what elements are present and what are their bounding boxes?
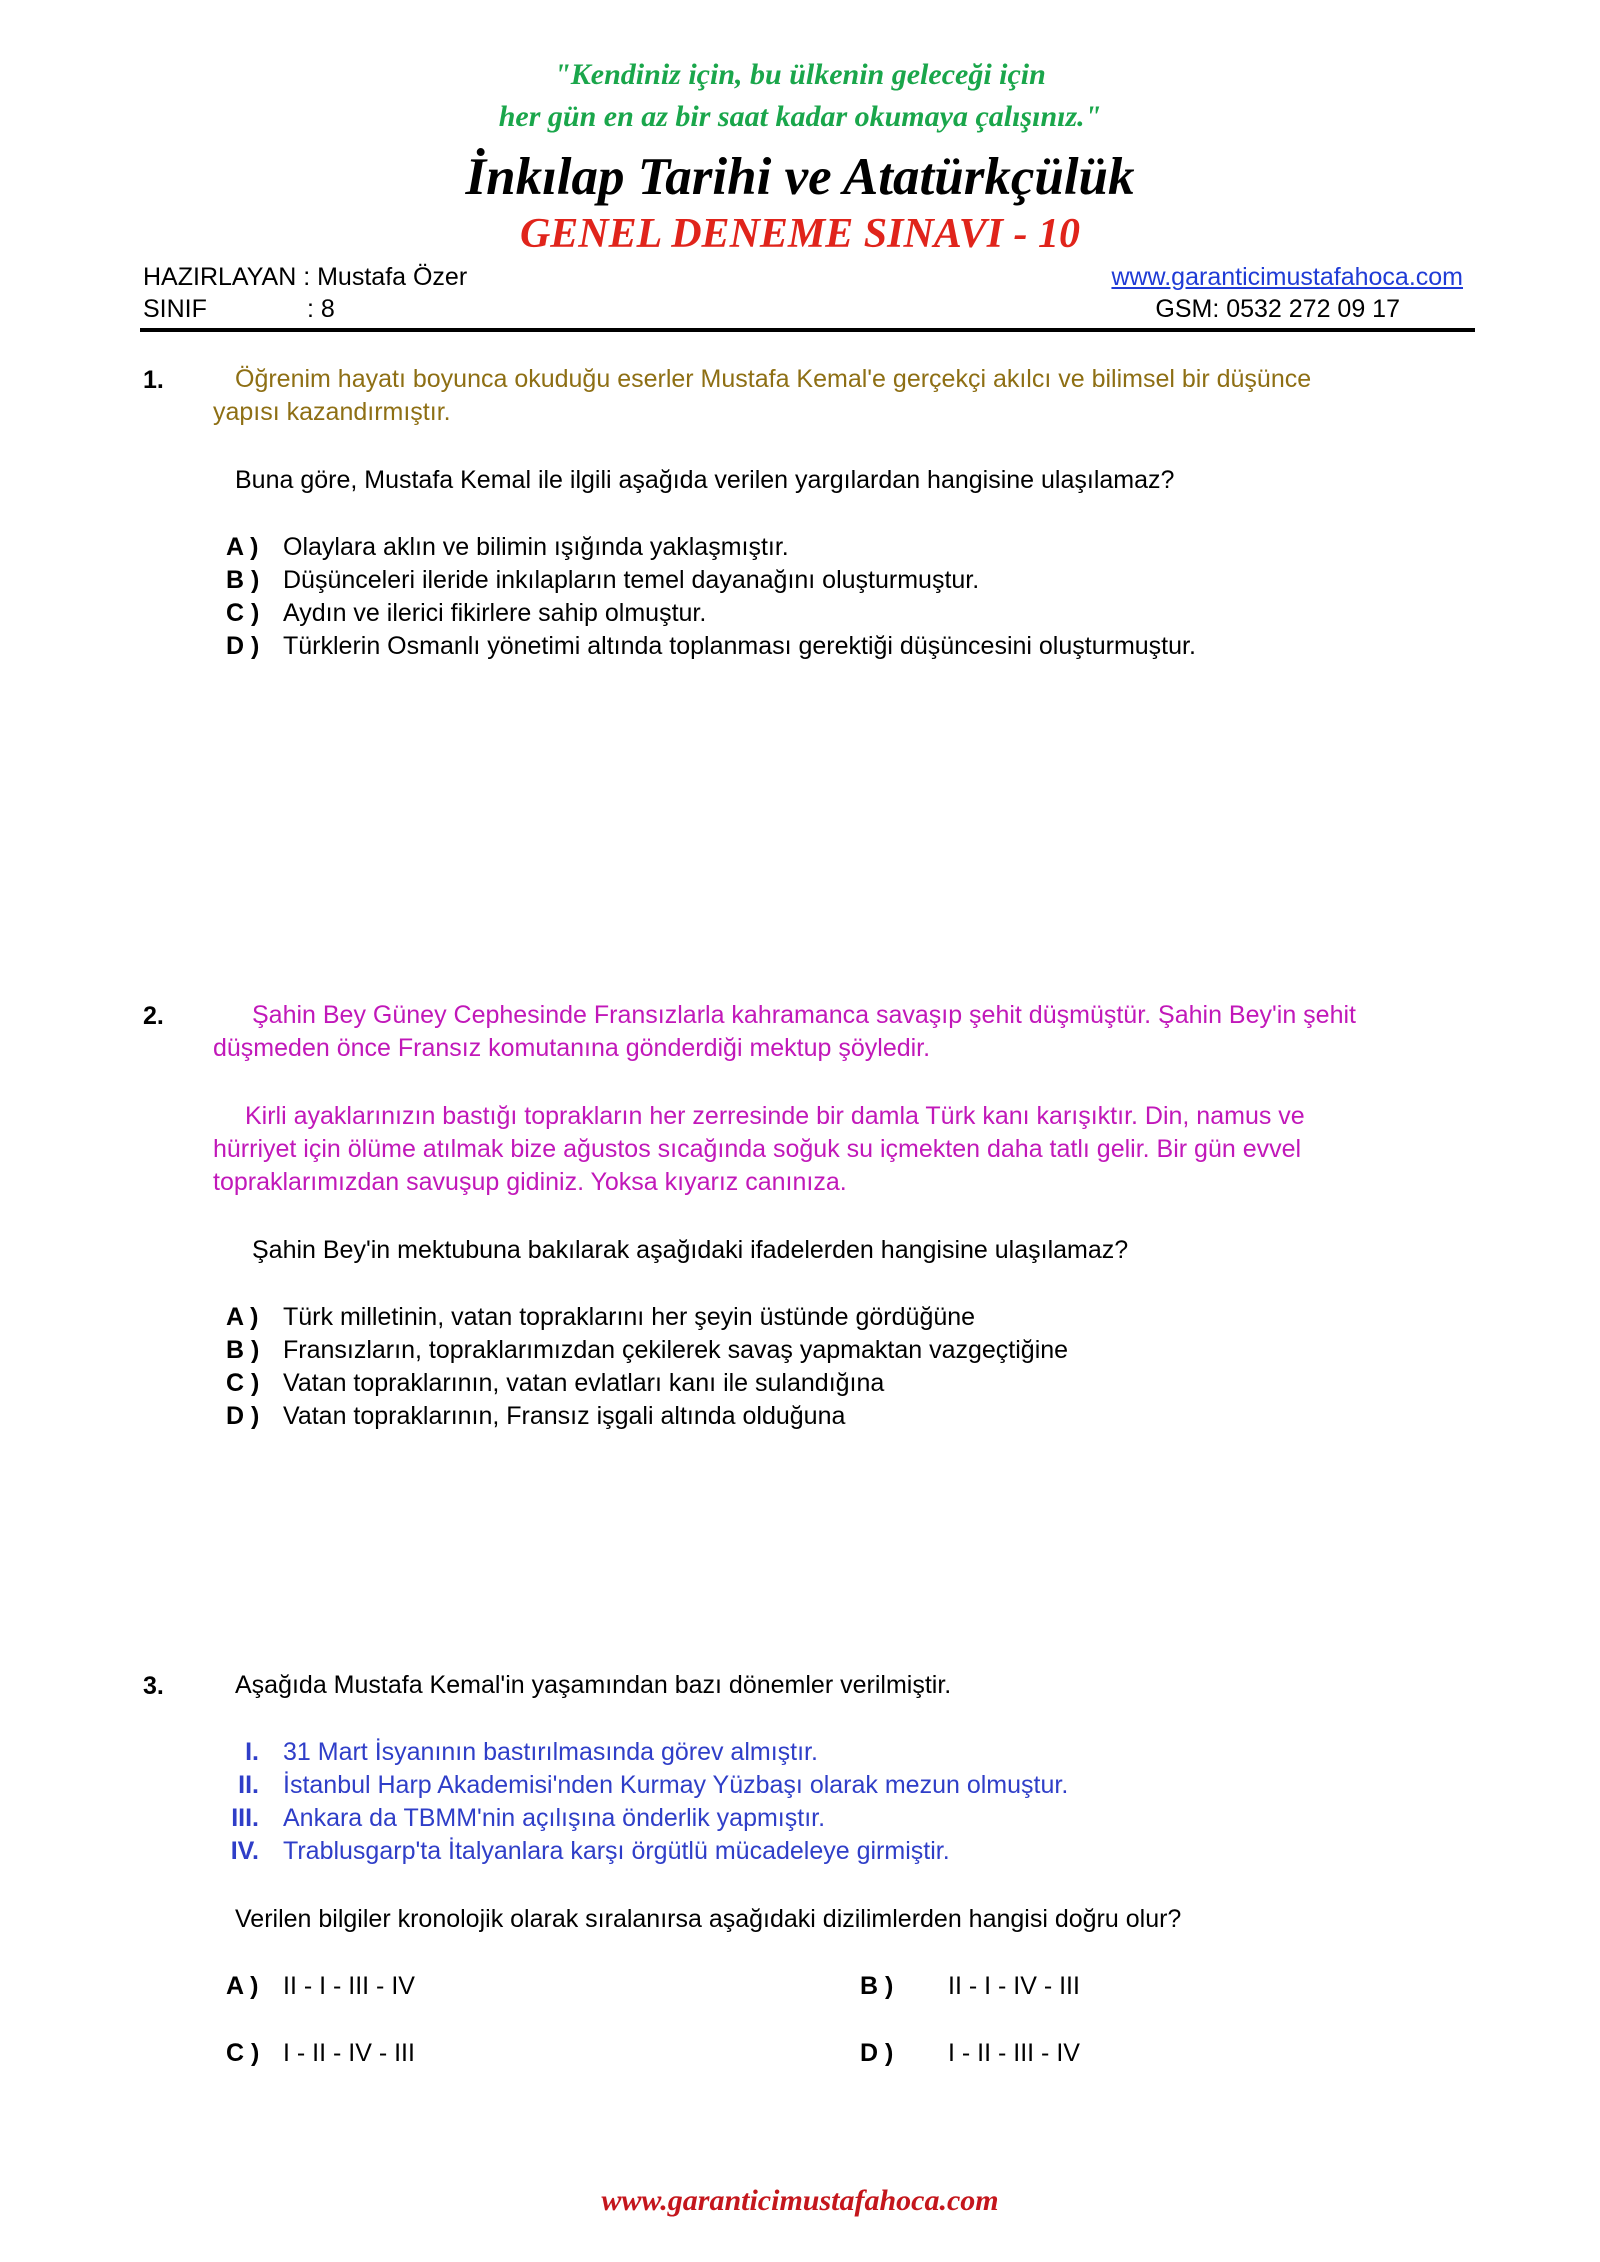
question-stem-line: düşmeden önce Fransız komutanına gönderdiği mektup şöyledir.: [213, 1034, 931, 1062]
letter-quote-line: Kirli ayaklarınızın bastığı toprakların her zerresinde bir damla Türk kanı karışıktır. Din, namus ve: [245, 1102, 1305, 1130]
option-b-label[interactable]: B ): [226, 566, 260, 594]
option-d-label[interactable]: D ): [860, 2039, 894, 2067]
option-a-label[interactable]: A ): [226, 533, 259, 561]
statement-text: İstanbul Harp Akademisi'nden Kurmay Yüzbaşı olarak mezun olmuştur.: [283, 1771, 1069, 1799]
option-c-label[interactable]: C ): [226, 599, 260, 627]
letter-quote-line: topraklarımızdan savuşup gidiniz. Yoksa kıyarız canınıza.: [213, 1168, 847, 1196]
option-a-text[interactable]: II - I - III - IV: [283, 1972, 415, 2000]
footer-website[interactable]: www.garanticimustafahoca.com: [601, 2184, 999, 2217]
statement-text: Ankara da TBMM'nin açılışına önderlik yapmıştır.: [283, 1804, 826, 1832]
roman-numeral: II.: [238, 1771, 259, 1799]
question-stem-line: Öğrenim hayatı boyunca okuduğu eserler Mustafa Kemal'e gerçekçi akılcı ve bilimsel bir düşünce: [235, 365, 1312, 393]
option-d-text[interactable]: Türklerin Osmanlı yönetimi altında toplanması gerektiği düşüncesini oluşturmuştur.: [283, 632, 1196, 660]
option-c-text[interactable]: Aydın ve ilerici fikirlere sahip olmuştur.: [283, 599, 707, 627]
page-title: İnkılap Tarihi ve Atatürkçülük: [465, 148, 1135, 206]
class-value: : 8: [307, 295, 335, 323]
option-a-label[interactable]: A ): [226, 1303, 259, 1331]
option-a-text[interactable]: Türk milletinin, vatan topraklarını her şeyin üstünde gördüğüne: [283, 1303, 976, 1331]
question-prompt: Buna göre, Mustafa Kemal ile ilgili aşağıda verilen yargılardan hangisine ulaşılamaz?: [235, 466, 1175, 494]
option-b-label[interactable]: B ): [860, 1972, 894, 2000]
option-d-label[interactable]: D ): [226, 1402, 260, 1430]
gsm-number: GSM: 0532 272 09 17: [1155, 295, 1400, 323]
question-number: 3.: [143, 1672, 164, 1700]
prepared-by: HAZIRLAYAN : Mustafa Özer: [143, 263, 468, 291]
exam-subtitle: GENEL DENEME SINAVI - 10: [519, 211, 1081, 257]
option-b-label[interactable]: B ): [226, 1336, 260, 1364]
option-d-text[interactable]: I - II - III - IV: [948, 2039, 1080, 2067]
option-c-label[interactable]: C ): [226, 1369, 260, 1397]
option-a-label[interactable]: A ): [226, 1972, 259, 2000]
option-c-text[interactable]: I - II - IV - III: [283, 2039, 415, 2067]
option-d-text[interactable]: Vatan topraklarının, Fransız işgali altında olduğuna: [283, 1402, 846, 1430]
option-c-label[interactable]: C ): [226, 2039, 260, 2067]
option-c-text[interactable]: Vatan topraklarının, vatan evlatları kanı ile sulandığına: [283, 1369, 885, 1397]
roman-numeral: IV.: [230, 1837, 259, 1865]
statement-text: 31 Mart İsyanının bastırılmasında görev almıştır.: [283, 1738, 818, 1766]
question-stem-line: Şahin Bey Güney Cephesinde Fransızlarla kahramanca savaşıp şehit düşmüştür. Şahin Bey'in şehit: [252, 1001, 1356, 1029]
statement-text: Trablusgarp'ta İtalyanlara karşı örgütlü mücadeleye girmiştir.: [283, 1837, 950, 1865]
option-b-text[interactable]: II - I - IV - III: [948, 1972, 1080, 2000]
option-d-label[interactable]: D ): [226, 632, 260, 660]
header-divider: [140, 328, 1475, 332]
roman-numeral: I.: [245, 1738, 259, 1766]
motto-line-1: "Kendiniz için, bu ülkenin geleceği için: [554, 58, 1046, 91]
question-prompt: Verilen bilgiler kronolojik olarak sıralanırsa aşağıdaki dizilimlerden hangisi doğru olur?: [235, 1905, 1182, 1933]
letter-quote-line: hürriyet için ölüme atılmak bize ağustos sıcağında soğuk su içmekten daha tatlı gelir. Bir gün evvel: [213, 1135, 1302, 1163]
motto-line-2: her gün en az bir saat kadar okumaya çalışınız.": [498, 100, 1102, 133]
website-link[interactable]: www.garanticimustafahoca.com: [1111, 263, 1463, 291]
option-b-text[interactable]: Düşünceleri ileride inkılapların temel dayanağını oluşturmuştur.: [283, 566, 980, 594]
option-a-text[interactable]: Olaylara aklın ve bilimin ışığında yaklaşmıştır.: [283, 533, 789, 561]
question-stem-line: yapısı kazandırmıştır.: [213, 398, 451, 426]
option-b-text[interactable]: Fransızların, topraklarımızdan çekilerek savaş yapmaktan vazgeçtiğine: [283, 1336, 1069, 1364]
question-prompt: Şahin Bey'in mektubuna bakılarak aşağıdaki ifadelerden hangisine ulaşılamaz?: [252, 1236, 1129, 1264]
roman-numeral: III.: [231, 1804, 259, 1832]
question-number: 1.: [143, 366, 164, 394]
question-number: 2.: [143, 1002, 164, 1030]
class-label: SINIF: [143, 295, 207, 323]
question-stem: Aşağıda Mustafa Kemal'in yaşamından bazı dönemler verilmiştir.: [235, 1671, 952, 1699]
